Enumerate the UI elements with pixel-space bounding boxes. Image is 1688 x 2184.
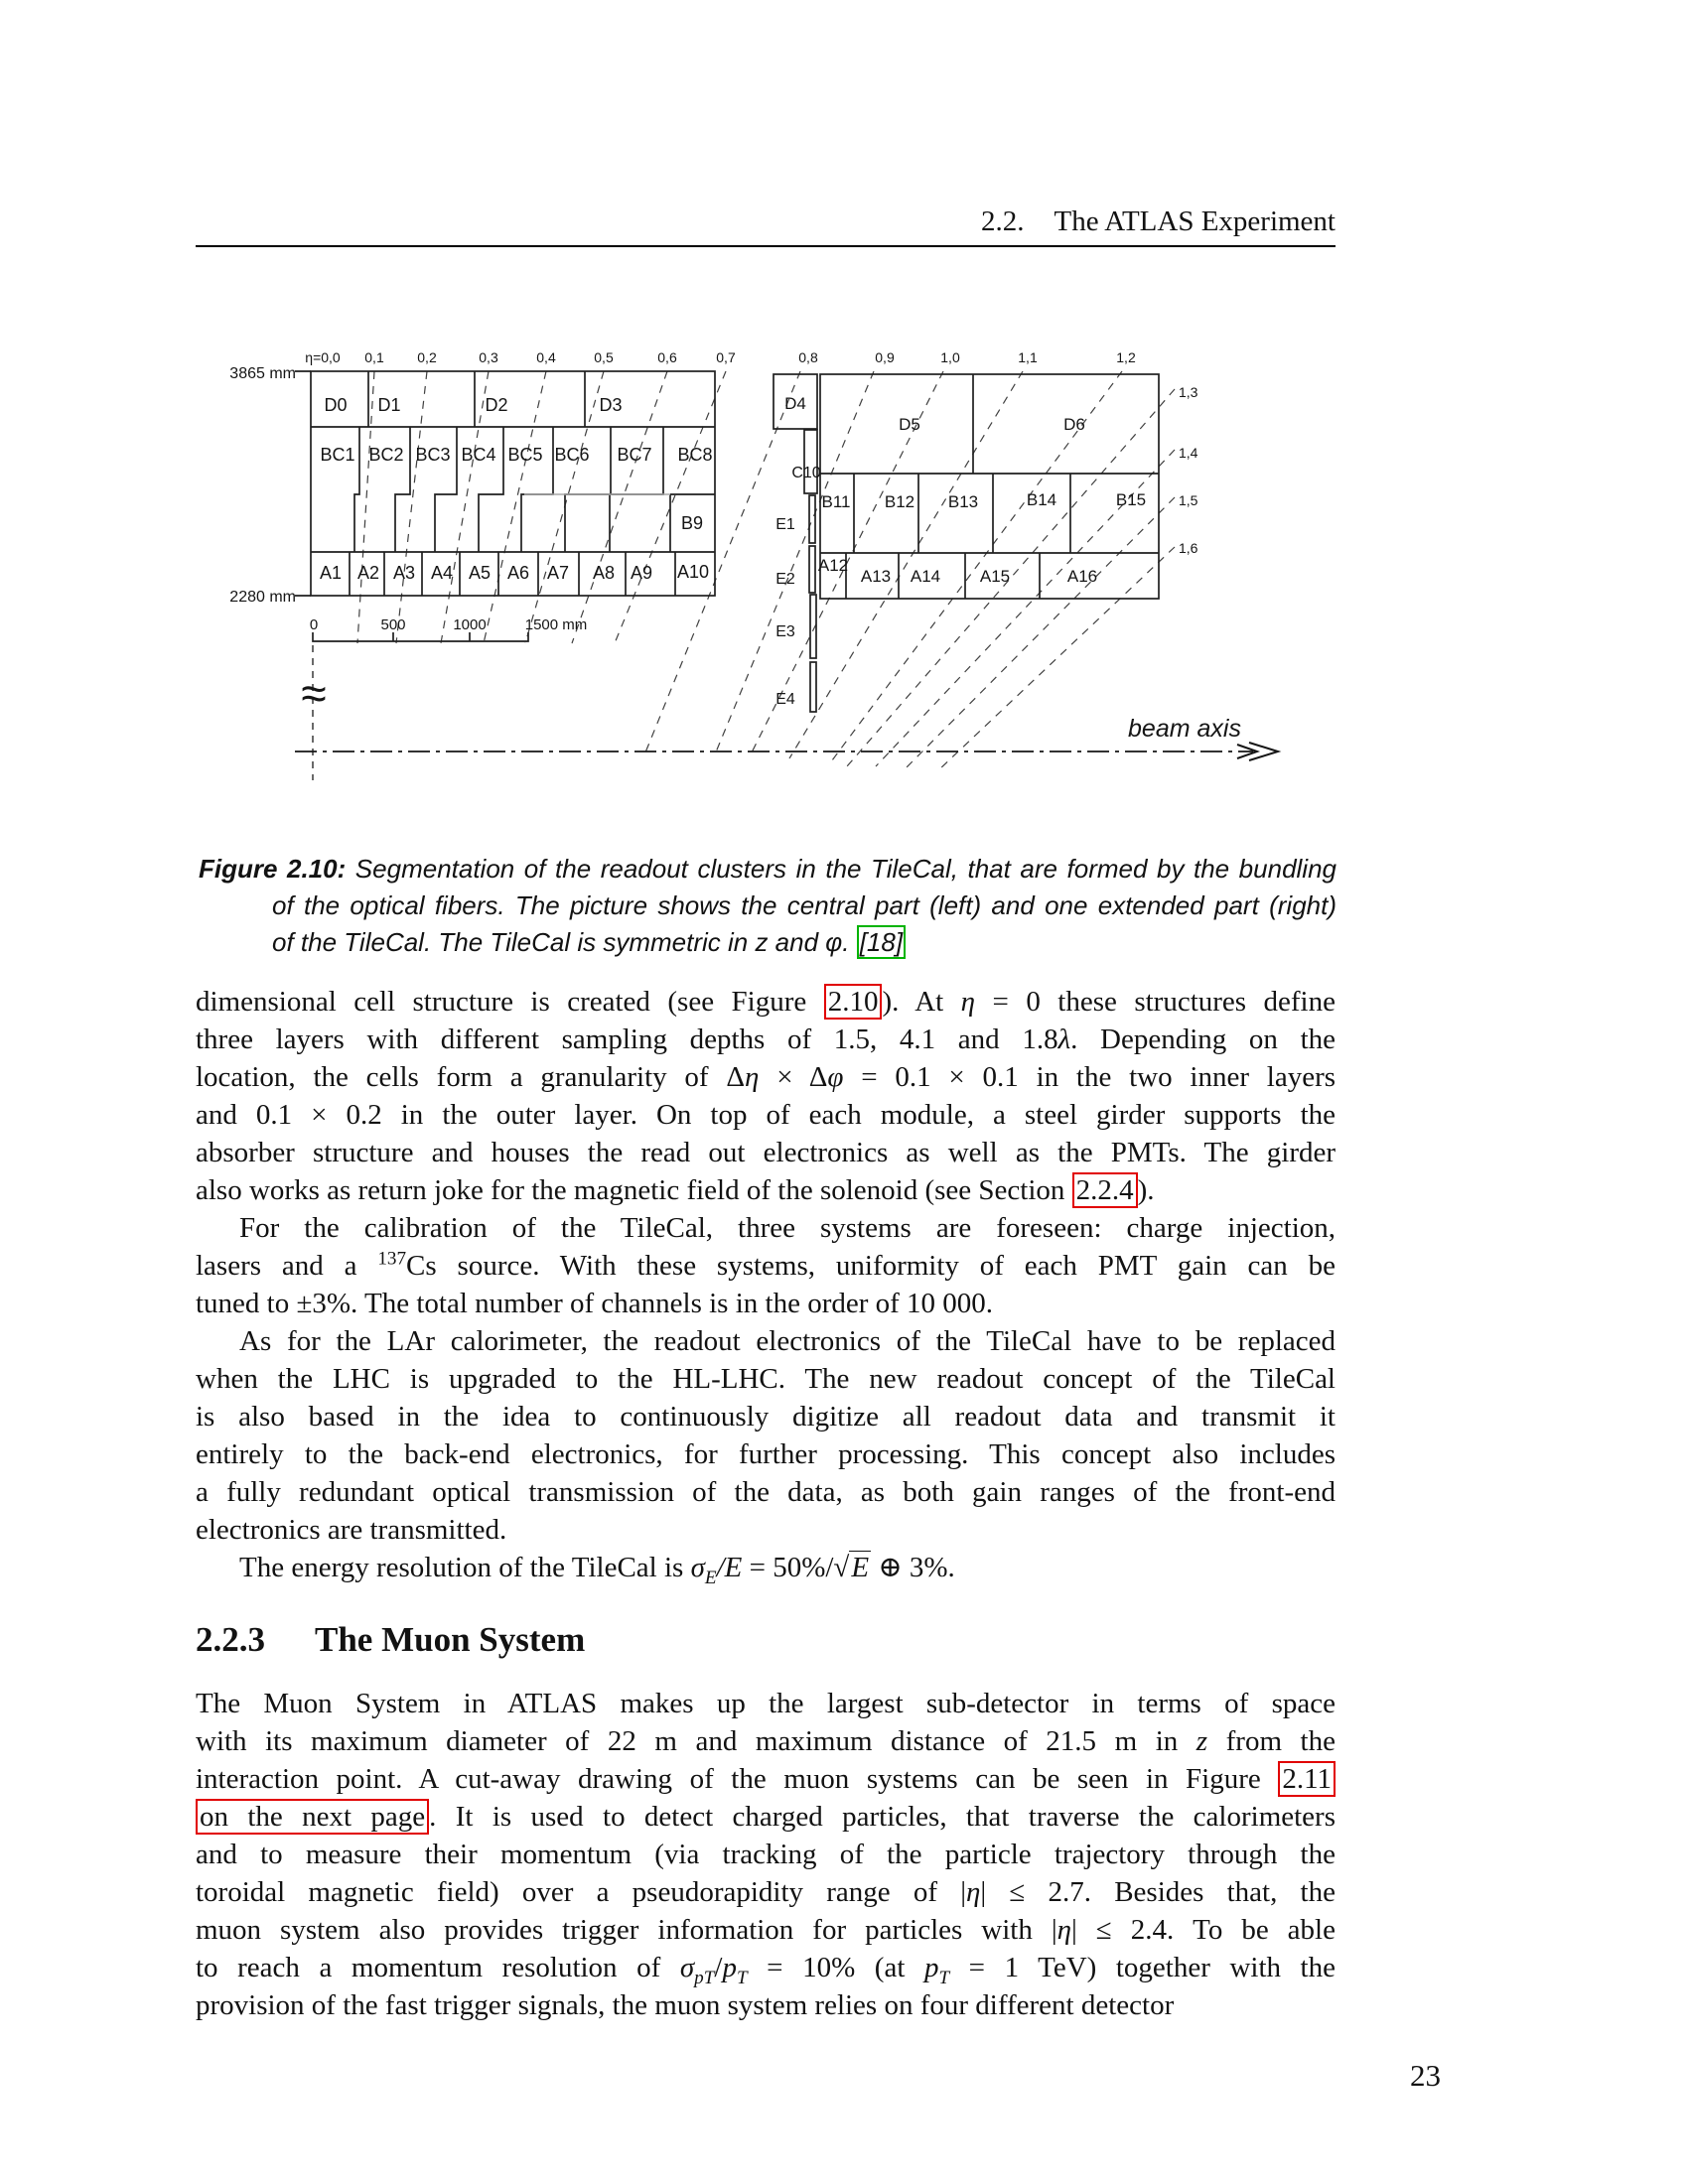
figure-label: 3865 mm: [229, 365, 296, 382]
text-line: [196, 1360, 1336, 1398]
figure-label: 0,1: [364, 349, 384, 365]
text-segment: absorber structure and houses the read out electronics as well as the PMTs. The girder: [196, 1137, 1336, 1168]
text-segment: λ: [1057, 1024, 1071, 1055]
ref-link[interactable]: on the next page: [196, 1799, 429, 1835]
eta-line: [847, 389, 1175, 766]
text-line: [196, 1021, 1336, 1058]
text-segment: three layers with different sampling depths of 1.5, 4.1 and 1.8: [196, 1024, 1058, 1055]
text-segment: T: [736, 1967, 748, 1988]
text-line: [196, 1134, 1336, 1171]
figure-label: BC1: [320, 445, 355, 465]
text-segment: muon system also provides trigger information for particles with |: [196, 1914, 1057, 1946]
text-segment: pT: [694, 1967, 715, 1988]
figure-label: BC7: [617, 445, 652, 465]
figure-label: 0,9: [875, 349, 895, 365]
figure-label: E2: [775, 571, 795, 588]
figure-label: D0: [324, 395, 348, 415]
page-number: 23: [1410, 2058, 1441, 2093]
text-segment: = 0 these structures define: [975, 986, 1336, 1018]
text-line: [196, 1986, 1336, 2024]
text-segment: Segmentation of the readout clusters in the TileCal, that are formed by the bundling: [346, 854, 1336, 884]
scale-bar: [313, 632, 528, 641]
figure-label: A8: [592, 563, 616, 583]
text-segment: E: [704, 1567, 717, 1588]
text-line: [196, 1398, 1336, 1435]
figure-label: 0,3: [479, 349, 498, 365]
figure-label: B12: [884, 492, 915, 511]
figure-label: BC4: [461, 445, 496, 465]
subsection-title: The Muon System: [315, 1620, 586, 1659]
eta-line: [357, 371, 374, 643]
figure-label: D5: [899, 415, 920, 434]
figure-label: A7: [546, 563, 570, 583]
text-line: [196, 1285, 1336, 1322]
eta-line: [396, 371, 427, 643]
text-line: [196, 1760, 1336, 1798]
extended-barrel-module: [774, 374, 1159, 712]
citation-link[interactable]: [18]: [857, 925, 906, 959]
figure-label: 1,3: [1179, 384, 1198, 400]
text-segment: η: [966, 1876, 981, 1908]
figure-label: A16: [1066, 567, 1098, 586]
text-line: [196, 1836, 1336, 1873]
text-segment: = 50%/: [742, 1552, 834, 1583]
figure-label: A6: [506, 563, 530, 583]
figure-label: A4: [430, 563, 454, 583]
text-segment: with its maximum diameter of 22 m and maximum distance of 21.5 m in: [196, 1725, 1196, 1757]
figure-label: BC6: [554, 445, 590, 465]
figure-label: B11: [821, 492, 851, 511]
text-segment: /E: [716, 1552, 743, 1583]
text-segment: σ: [679, 1952, 695, 1983]
text-line: [196, 1058, 1336, 1096]
tilecal-figure: [0, 0, 1688, 824]
text-line: [196, 1873, 1336, 1911]
text-segment: × Δ: [759, 1061, 828, 1093]
ref-link[interactable]: 2.2.4: [1072, 1172, 1138, 1208]
figure-label: A14: [910, 567, 941, 586]
text-line: [196, 983, 1336, 1021]
figure-label: 1500 mm: [524, 616, 588, 633]
text-line: [196, 1322, 1336, 1360]
figure-label: η=0,0: [305, 349, 341, 365]
text-segment: location, the cells form a granularity of Δ: [196, 1061, 746, 1093]
text-segment: from the: [1207, 1725, 1336, 1757]
text-segment: to reach a momentum resolution of: [196, 1952, 680, 1983]
text-segment: . Depending on the: [1070, 1024, 1336, 1055]
figure-label: A2: [356, 563, 380, 583]
header-section-number: 2.2.: [980, 205, 1025, 237]
text-line: [196, 1685, 1336, 1722]
text-segment: | ≤ 2.4. To be able: [1071, 1914, 1336, 1946]
text-segment: = 1 TeV) together with the: [949, 1952, 1336, 1983]
figure-label: ≈: [301, 667, 327, 719]
text-segment: .: [842, 927, 857, 957]
text-segment: tuned to ±3%. The total number of channels is in the order of 10 000.: [196, 1288, 994, 1319]
figure-label: 1,6: [1179, 540, 1198, 556]
text-segment: of the TileCal. The TileCal is symmetric in: [272, 927, 756, 957]
figure-label: B9: [680, 513, 704, 533]
subsection-heading: [196, 1618, 585, 1662]
text-segment: For the calibration of the TileCal, three systems are foreseen: charge injection,: [239, 1212, 1336, 1244]
text-segment: a fully redundant optical transmission of the data, as both gain ranges of the front-end: [196, 1476, 1336, 1508]
text-line: [199, 851, 1336, 887]
text-line: [196, 1949, 1336, 1986]
text-segment: toroidal magnetic field) over a pseudorapidity range of |: [196, 1876, 966, 1908]
figure-label: 1,0: [940, 349, 960, 365]
text-segment: η: [745, 1061, 760, 1093]
figure-label: A1: [319, 563, 343, 583]
text-line: [196, 1473, 1336, 1511]
ref-link[interactable]: 2.11: [1278, 1761, 1336, 1797]
eta-line: [441, 371, 492, 643]
text-segment: φ: [827, 1061, 844, 1093]
figure-label: D6: [1063, 415, 1085, 434]
figure-label: BC5: [507, 445, 543, 465]
text-segment: = 10% (at: [747, 1952, 924, 1983]
text-segment: electronics are transmitted.: [196, 1514, 507, 1546]
text-segment: = 0.1 × 0.1 in the two inner layers: [843, 1061, 1336, 1093]
text-segment: The energy resolution of the TileCal is: [239, 1552, 691, 1583]
figure-label: D4: [784, 394, 806, 413]
text-segment: Figure 2.10:: [199, 854, 347, 884]
text-segment: T: [938, 1967, 950, 1988]
text-segment: η: [960, 986, 976, 1018]
figure-label: C10: [791, 465, 821, 481]
text-segment: As for the LAr calorimeter, the readout electronics of the TileCal have to be replaced: [239, 1325, 1336, 1357]
text-segment: entirely to the back-end electronics, for further processing. This concept also includes: [196, 1438, 1336, 1470]
figure-label: B13: [947, 492, 979, 511]
text-segment: and 0.1 × 0.2 in the outer layer. On top of each module, a steel girder supports the: [196, 1099, 1336, 1131]
text-line: [199, 924, 1336, 961]
text-segment: z: [1196, 1725, 1208, 1757]
text-segment: lasers and a: [196, 1250, 378, 1282]
figure-label: E4: [775, 691, 795, 708]
figure-label: 2280 mm: [229, 589, 296, 606]
figure-label: 1,1: [1018, 349, 1038, 365]
text-segment: when the LHC is upgraded to the HL-LHC. The new readout concept of the TileCal: [196, 1363, 1336, 1395]
figure-label: 1,2: [1116, 349, 1136, 365]
text-segment: p: [923, 1952, 939, 1983]
ref-link[interactable]: 2.10: [824, 984, 883, 1020]
text-line: [196, 1171, 1336, 1209]
figure-label: D3: [599, 395, 623, 415]
header-section-title: The ATLAS Experiment: [1054, 205, 1336, 237]
text-segment: ). At: [882, 986, 961, 1018]
figure-label: beam axis: [1128, 715, 1241, 743]
figure-label: D1: [377, 395, 401, 415]
text-segment: φ: [825, 927, 843, 957]
figure-label: BC8: [677, 445, 713, 465]
text-line: [196, 1209, 1336, 1247]
figure-label: B14: [1026, 490, 1057, 509]
figure-label: 1,4: [1179, 445, 1198, 461]
figure-label: 0: [309, 616, 319, 633]
body-text-top: [196, 983, 1336, 1586]
figure-label: A3: [392, 563, 416, 583]
figure-label: D2: [485, 395, 508, 415]
text-line: [196, 1549, 1336, 1586]
figure-label: 0,4: [536, 349, 556, 365]
text-segment: and: [768, 927, 826, 957]
text-segment: . It is used to detect charged particles, that traverse the calorimeters: [429, 1801, 1336, 1833]
text-segment: /: [714, 1952, 723, 1983]
figure-label: 500: [380, 616, 406, 633]
text-segment: η: [1056, 1914, 1072, 1946]
text-line: [196, 1511, 1336, 1549]
text-segment: is also based in the idea to continuously digitize all readout data and transmit it: [196, 1401, 1336, 1433]
figure-label: B15: [1115, 490, 1147, 509]
figure-label: A5: [468, 563, 492, 583]
figure-label: 0,5: [594, 349, 614, 365]
text-line: [196, 1096, 1336, 1134]
text-segment: dimensional cell structure is created (see Figure: [196, 986, 824, 1018]
text-line: [196, 1247, 1336, 1285]
figure-label: E3: [775, 623, 795, 640]
figure-label: BC3: [415, 445, 451, 465]
figure-caption: [199, 851, 1336, 961]
text-segment: ⊕ 3%.: [871, 1552, 955, 1583]
text-line: [196, 1435, 1336, 1473]
figure-label: A9: [630, 563, 653, 583]
text-segment: z: [755, 927, 769, 957]
text-segment: also works as return joke for the magnetic field of the solenoid (see Section: [196, 1174, 1072, 1206]
text-line: [196, 1911, 1336, 1949]
sqrt-expression: √E: [833, 1552, 870, 1583]
text-segment: 137: [377, 1248, 407, 1270]
figure-label: A13: [860, 567, 892, 586]
beam-axis: [295, 743, 1278, 760]
figure-label: 0,6: [657, 349, 677, 365]
figure-label: 0,2: [417, 349, 437, 365]
figure-label: A15: [979, 567, 1011, 586]
text-segment: p: [722, 1952, 737, 1983]
text-line: [196, 1722, 1336, 1760]
text-segment: ).: [1137, 1174, 1155, 1206]
figure-label: 1,5: [1179, 492, 1198, 508]
figure-label: 1000: [453, 616, 487, 633]
body-text-bottom: [196, 1685, 1336, 2024]
figure-label: 0,8: [798, 349, 818, 365]
text-segment: | ≤ 2.7. Besides that, the: [980, 1876, 1336, 1908]
subsection-number: 2.2.3: [196, 1620, 265, 1659]
text-segment: and to measure their momentum (via tracking of the particle trajectory through the: [196, 1839, 1336, 1870]
figure-label: A10: [676, 562, 710, 582]
text-segment: Cs source. With these systems, uniformity of each PMT gain can be: [406, 1250, 1336, 1282]
figure-label: BC2: [368, 445, 404, 465]
figure-label: A12: [817, 556, 849, 575]
text-segment: The Muon System in ATLAS makes up the largest sub-detector in terms of space: [196, 1688, 1336, 1719]
text-segment: provision of the fast trigger signals, the muon system relies on four different detector: [196, 1989, 1175, 2021]
text-segment: interaction point. A cut-away drawing of the muon systems can be seen in Figure: [196, 1763, 1279, 1795]
text-segment: of the optical fibers. The picture shows the central part (left) and one extended part (right): [272, 890, 1336, 920]
figure-labels: [229, 349, 1241, 743]
text-segment: σ: [690, 1552, 705, 1583]
figure-label: E1: [775, 516, 795, 533]
text-line: [196, 1798, 1336, 1836]
figure-label: 0,7: [716, 349, 736, 365]
text-line: [199, 887, 1336, 924]
